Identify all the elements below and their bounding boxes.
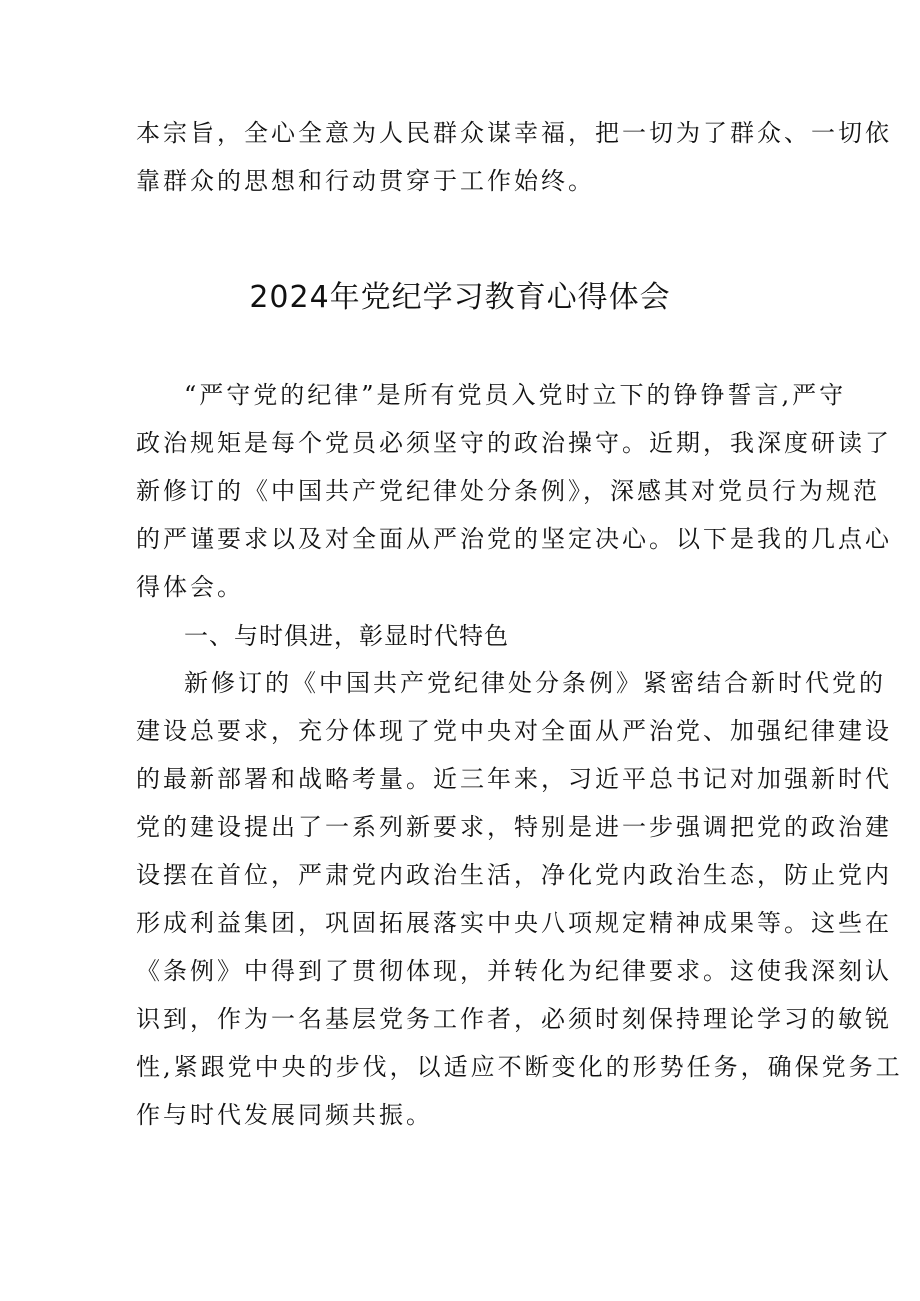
paragraph-line: 党的建设提出了一系列新要求，特别是进一步强调把党的政治建 [136,813,892,841]
paragraph-line: 建设总要求，充分体现了党中央对全面从严治党、加强纪律建设 [136,717,892,745]
paragraph-line: 作与时代发展同频共振。 [136,1101,433,1129]
document-title: 2024年党纪学习教育心得体会 [249,280,671,315]
paragraph-line: “严守党的纪律”是所有党员入党时立下的铮铮誓言,严守 [184,381,847,409]
paragraph-line: 性,紧跟党中央的步伐，以适应不断变化的形势任务，确保党务工 [136,1053,903,1081]
paragraph-line: 新修订的《中国共产党纪律处分条例》，深感其对党员行为规范 [136,477,880,505]
paragraph-line: 形成利益集团，巩固拓展落实中央八项规定精神成果等。这些在 [136,909,892,937]
paragraph-line: 设摆在首位，严肃党内政治生活，净化党内政治生态，防止党内 [136,861,892,889]
paragraph-line: 得体会。 [136,573,244,601]
paragraph-line: 的严谨要求以及对全面从严治党的坚定决心。以下是我的几点心 [136,525,892,553]
continuation-line: 靠群众的思想和行动贯穿于工作始终。 [136,167,595,195]
paragraph-line: 《条例》中得到了贯彻体现，并转化为纪律要求。这使我深刻认 [136,957,892,985]
continuation-line: 本宗旨，全心全意为人民群众谋幸福，把一切为了群众、一切依 [136,119,892,147]
paragraph-line: 政治规矩是每个党员必须坚守的政治操守。近期，我深度研读了 [136,429,892,457]
paragraph-line: 的最新部署和战略考量。近三年来，习近平总书记对加强新时代 [136,765,892,793]
paragraph-line: 新修订的《中国共产党纪律处分条例》紧密结合新时代党的 [184,669,886,697]
section-heading: 一、与时俱进，彰显时代特色 [184,622,509,650]
paragraph-line: 识到，作为一名基层党务工作者，必须时刻保持理论学习的敏锐 [136,1005,892,1033]
